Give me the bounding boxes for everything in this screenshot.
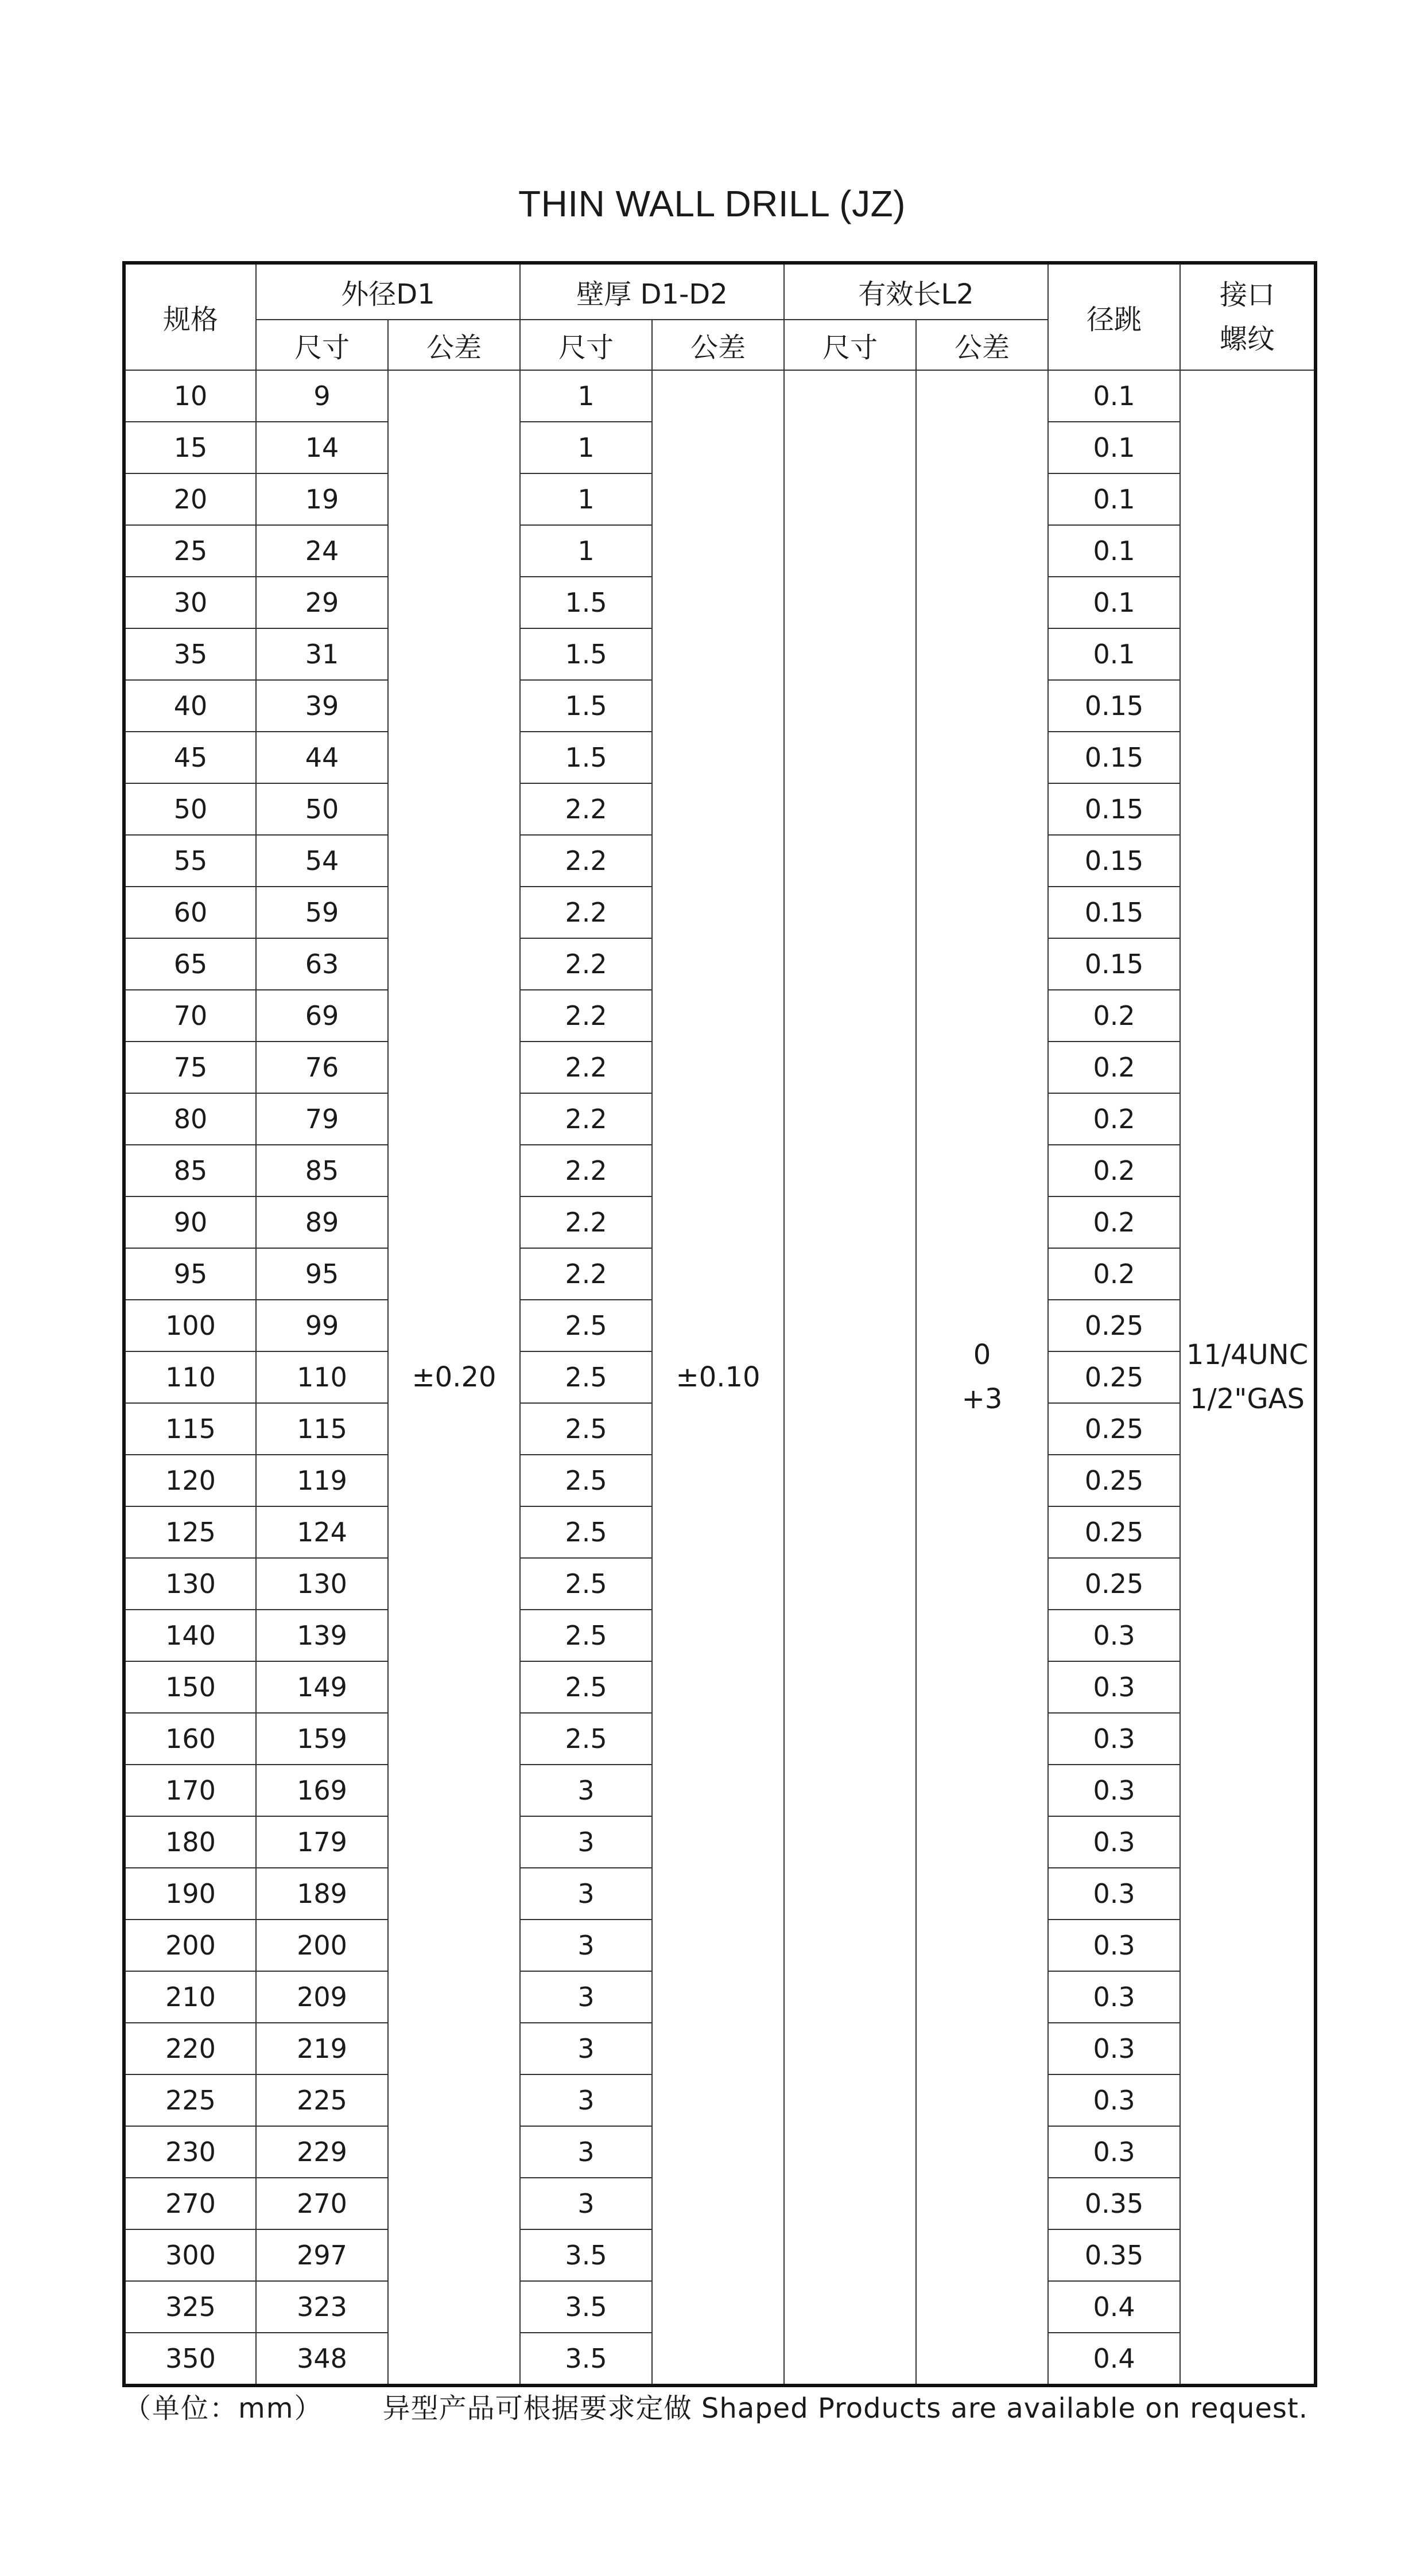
spec-cell: 35 — [124, 628, 256, 680]
od-size-cell: 95 — [256, 1248, 388, 1300]
thread-unc: 11/4UNC — [1186, 1339, 1309, 1371]
runout-cell: 0.3 — [1048, 1816, 1180, 1868]
runout-cell: 0.25 — [1048, 1300, 1180, 1351]
spec-cell: 40 — [124, 680, 256, 732]
length-tolerance-lower: +3 — [961, 1383, 1003, 1415]
header-effective-length: 有效长L2 — [784, 263, 1048, 320]
wall-size-cell: 3 — [520, 2074, 652, 2126]
spec-cell: 160 — [124, 1713, 256, 1765]
runout-cell: 0.1 — [1048, 525, 1180, 577]
header-thread-line2: 螺纹 — [1220, 323, 1275, 355]
wall-size-cell: 2.5 — [520, 1506, 652, 1558]
runout-cell: 0.25 — [1048, 1506, 1180, 1558]
spec-cell: 125 — [124, 1506, 256, 1558]
runout-cell: 0.2 — [1048, 1093, 1180, 1145]
wall-size-cell: 3 — [520, 1971, 652, 2023]
spec-cell: 100 — [124, 1300, 256, 1351]
runout-cell: 0.15 — [1048, 938, 1180, 990]
spec-cell: 220 — [124, 2023, 256, 2074]
wall-size-cell: 3 — [520, 2023, 652, 2074]
spec-cell: 210 — [124, 1971, 256, 2023]
spec-cell: 20 — [124, 473, 256, 525]
spec-cell: 230 — [124, 2126, 256, 2178]
runout-cell: 0.15 — [1048, 680, 1180, 732]
od-size-cell: 24 — [256, 525, 388, 577]
custom-order-note: 异型产品可根据要求定做 Shaped Products are available on request. — [382, 2392, 1308, 2425]
od-size-cell: 297 — [256, 2229, 388, 2281]
runout-cell: 0.3 — [1048, 1971, 1180, 2023]
runout-cell: 0.3 — [1048, 1661, 1180, 1713]
spec-table-body — [124, 370, 1316, 2385]
spec-cell: 15 — [124, 422, 256, 473]
spec-cell: 70 — [124, 990, 256, 1042]
length-tolerance-upper: 0 — [973, 1339, 991, 1371]
header-wall-size: 尺寸 — [520, 320, 652, 370]
od-size-cell: 54 — [256, 835, 388, 887]
od-size-cell: 115 — [256, 1403, 388, 1455]
od-size-cell: 348 — [256, 2333, 388, 2385]
wall-size-cell: 3 — [520, 1920, 652, 1971]
table-row — [124, 370, 1316, 422]
runout-cell: 0.3 — [1048, 1610, 1180, 1661]
unit-note: （单位：mm） — [123, 2392, 323, 2425]
runout-cell: 0.3 — [1048, 1868, 1180, 1920]
length-size-cell — [784, 370, 916, 2385]
header-spec: 规格 — [124, 263, 256, 370]
wall-size-cell: 3.5 — [520, 2333, 652, 2385]
runout-cell: 0.15 — [1048, 835, 1180, 887]
runout-cell: 0.2 — [1048, 1248, 1180, 1300]
header-thread-line1: 接口 — [1220, 278, 1275, 311]
runout-cell: 0.2 — [1048, 1042, 1180, 1093]
od-size-cell: 29 — [256, 577, 388, 628]
od-size-cell: 39 — [256, 680, 388, 732]
od-size-cell: 14 — [256, 422, 388, 473]
wall-size-cell: 3 — [520, 1816, 652, 1868]
od-size-cell: 124 — [256, 1506, 388, 1558]
wall-size-cell: 2.5 — [520, 1713, 652, 1765]
wall-size-cell: 1.5 — [520, 577, 652, 628]
runout-cell: 0.15 — [1048, 783, 1180, 835]
wall-size-cell: 2.5 — [520, 1403, 652, 1455]
runout-cell: 0.15 — [1048, 732, 1180, 783]
runout-cell: 0.3 — [1048, 2023, 1180, 2074]
thread-gas: 1/2"GAS — [1190, 1383, 1305, 1415]
wall-size-cell: 2.5 — [520, 1351, 652, 1403]
header-connection-thread — [1180, 263, 1316, 370]
od-size-cell: 76 — [256, 1042, 388, 1093]
spec-cell: 25 — [124, 525, 256, 577]
wall-size-cell: 3.5 — [520, 2281, 652, 2333]
spec-cell: 55 — [124, 835, 256, 887]
wall-size-cell: 3.5 — [520, 2229, 652, 2281]
runout-cell: 0.1 — [1048, 628, 1180, 680]
od-size-cell: 9 — [256, 370, 388, 422]
od-size-cell: 219 — [256, 2023, 388, 2074]
spec-cell: 350 — [124, 2333, 256, 2385]
wall-size-cell: 2.2 — [520, 835, 652, 887]
spec-cell: 60 — [124, 887, 256, 938]
runout-cell: 0.25 — [1048, 1403, 1180, 1455]
od-size-cell: 59 — [256, 887, 388, 938]
runout-cell: 0.25 — [1048, 1558, 1180, 1610]
od-size-cell: 69 — [256, 990, 388, 1042]
runout-cell: 0.4 — [1048, 2281, 1180, 2333]
wall-size-cell: 2.2 — [520, 887, 652, 938]
runout-cell: 0.1 — [1048, 473, 1180, 525]
spec-cell: 150 — [124, 1661, 256, 1713]
od-size-cell: 229 — [256, 2126, 388, 2178]
od-size-cell: 323 — [256, 2281, 388, 2333]
spec-cell: 325 — [124, 2281, 256, 2333]
spec-cell: 10 — [124, 370, 256, 422]
wall-size-cell: 2.5 — [520, 1558, 652, 1610]
runout-cell: 0.2 — [1048, 1145, 1180, 1196]
runout-cell: 0.1 — [1048, 577, 1180, 628]
runout-cell: 0.3 — [1048, 2074, 1180, 2126]
spec-cell: 95 — [124, 1248, 256, 1300]
od-size-cell: 110 — [256, 1351, 388, 1403]
wall-size-cell: 3 — [520, 2126, 652, 2178]
od-size-cell: 270 — [256, 2178, 388, 2229]
od-size-cell: 209 — [256, 1971, 388, 2023]
runout-cell: 0.3 — [1048, 1920, 1180, 1971]
od-size-cell: 79 — [256, 1093, 388, 1145]
spec-cell: 80 — [124, 1093, 256, 1145]
wall-tolerance-cell: ±0.10 — [652, 370, 784, 2385]
spec-cell: 75 — [124, 1042, 256, 1093]
od-size-cell: 19 — [256, 473, 388, 525]
header-wall-thickness: 壁厚 D1-D2 — [520, 263, 784, 320]
spec-cell: 170 — [124, 1765, 256, 1816]
wall-size-cell: 2.2 — [520, 1196, 652, 1248]
wall-size-cell: 2.5 — [520, 1455, 652, 1506]
wall-size-cell: 1.5 — [520, 628, 652, 680]
wall-size-cell: 1.5 — [520, 680, 652, 732]
od-size-cell: 44 — [256, 732, 388, 783]
od-size-cell: 169 — [256, 1765, 388, 1816]
wall-size-cell: 2.5 — [520, 1661, 652, 1713]
spec-cell: 225 — [124, 2074, 256, 2126]
spec-cell: 190 — [124, 1868, 256, 1920]
wall-size-cell: 3 — [520, 1765, 652, 1816]
runout-cell: 0.3 — [1048, 2126, 1180, 2178]
spec-cell: 45 — [124, 732, 256, 783]
od-tolerance-cell: ±0.20 — [388, 370, 520, 2385]
length-tolerance-cell — [916, 370, 1048, 2385]
runout-cell: 0.1 — [1048, 422, 1180, 473]
wall-size-cell: 1 — [520, 525, 652, 577]
header-outer-diameter: 外径D1 — [256, 263, 520, 320]
spec-cell: 180 — [124, 1816, 256, 1868]
od-size-cell: 200 — [256, 1920, 388, 1971]
wall-size-cell: 1 — [520, 422, 652, 473]
od-size-cell: 85 — [256, 1145, 388, 1196]
od-size-cell: 159 — [256, 1713, 388, 1765]
runout-cell: 0.15 — [1048, 887, 1180, 938]
wall-size-cell: 2.2 — [520, 938, 652, 990]
spec-table — [122, 261, 1317, 2387]
wall-size-cell: 1.5 — [520, 732, 652, 783]
wall-size-cell: 1 — [520, 370, 652, 422]
spec-cell: 140 — [124, 1610, 256, 1661]
runout-cell: 0.3 — [1048, 1713, 1180, 1765]
runout-cell: 0.1 — [1048, 370, 1180, 422]
wall-size-cell: 2.5 — [520, 1300, 652, 1351]
wall-size-cell: 2.5 — [520, 1610, 652, 1661]
od-size-cell: 130 — [256, 1558, 388, 1610]
od-size-cell: 225 — [256, 2074, 388, 2126]
runout-cell: 0.4 — [1048, 2333, 1180, 2385]
spec-cell: 110 — [124, 1351, 256, 1403]
wall-size-cell: 2.2 — [520, 1145, 652, 1196]
od-size-cell: 89 — [256, 1196, 388, 1248]
spec-cell: 115 — [124, 1403, 256, 1455]
header-wall-tolerance: 公差 — [652, 320, 784, 370]
wall-size-cell: 3 — [520, 2178, 652, 2229]
header-runout: 径跳 — [1048, 263, 1180, 370]
runout-cell: 0.35 — [1048, 2178, 1180, 2229]
runout-cell: 0.25 — [1048, 1351, 1180, 1403]
runout-cell: 0.2 — [1048, 990, 1180, 1042]
connection-thread-cell — [1180, 370, 1316, 2385]
wall-size-cell: 2.2 — [520, 1248, 652, 1300]
spec-cell: 270 — [124, 2178, 256, 2229]
od-size-cell: 149 — [256, 1661, 388, 1713]
wall-size-cell: 2.2 — [520, 783, 652, 835]
header-length-size: 尺寸 — [784, 320, 916, 370]
spec-cell: 120 — [124, 1455, 256, 1506]
runout-cell: 0.3 — [1048, 1765, 1180, 1816]
od-size-cell: 189 — [256, 1868, 388, 1920]
spec-cell: 90 — [124, 1196, 256, 1248]
wall-size-cell: 2.2 — [520, 1042, 652, 1093]
page-title: THIN WALL DRILL (JZ) — [518, 183, 906, 224]
spec-cell: 300 — [124, 2229, 256, 2281]
header-od-size: 尺寸 — [256, 320, 388, 370]
od-size-cell: 179 — [256, 1816, 388, 1868]
header-od-tolerance: 公差 — [388, 320, 520, 370]
od-size-cell: 31 — [256, 628, 388, 680]
od-size-cell: 63 — [256, 938, 388, 990]
header-length-tolerance: 公差 — [916, 320, 1048, 370]
runout-cell: 0.35 — [1048, 2229, 1180, 2281]
runout-cell: 0.2 — [1048, 1196, 1180, 1248]
od-size-cell: 99 — [256, 1300, 388, 1351]
od-size-cell: 119 — [256, 1455, 388, 1506]
spec-cell: 50 — [124, 783, 256, 835]
od-size-cell: 139 — [256, 1610, 388, 1661]
od-size-cell: 50 — [256, 783, 388, 835]
runout-cell: 0.25 — [1048, 1455, 1180, 1506]
spec-cell: 30 — [124, 577, 256, 628]
wall-size-cell: 2.2 — [520, 1093, 652, 1145]
spec-cell: 65 — [124, 938, 256, 990]
spec-cell: 85 — [124, 1145, 256, 1196]
spec-cell: 200 — [124, 1920, 256, 1971]
wall-size-cell: 3 — [520, 1868, 652, 1920]
spec-cell: 130 — [124, 1558, 256, 1610]
wall-size-cell: 1 — [520, 473, 652, 525]
wall-size-cell: 2.2 — [520, 990, 652, 1042]
